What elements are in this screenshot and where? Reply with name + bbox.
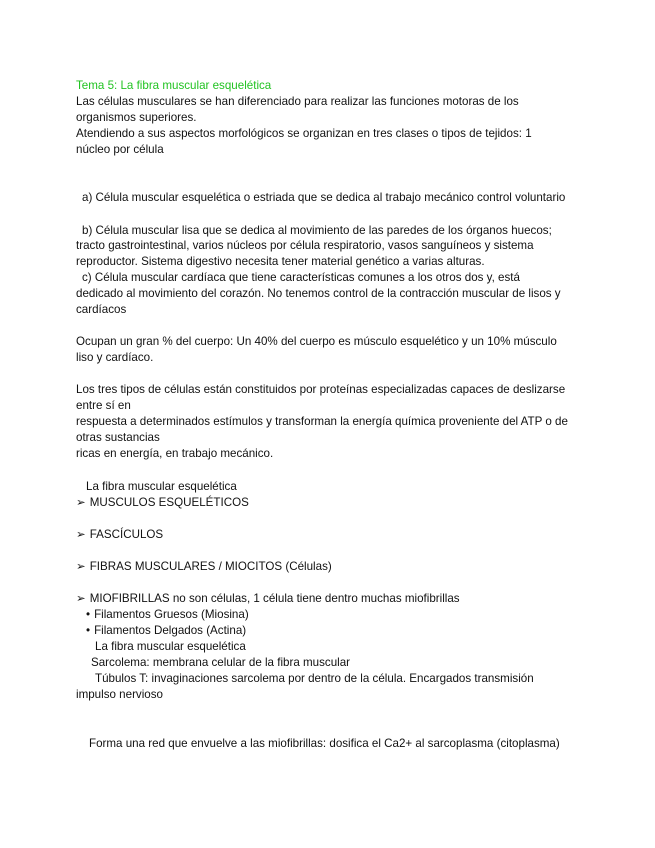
arrow-bullet-icon: ➢ (76, 528, 86, 541)
item-a: a) Célula muscular esquelética o estriada que se dedica al trabajo mecánico control voluntario (82, 191, 566, 204)
proteins-line-3: respuesta a determinados estímulos y transforman la energía química proveniente del ATP o de (76, 415, 568, 428)
arrow-item-miofibrillas (76, 592, 460, 606)
arrow-item-label: FASCÍCULOS (89, 528, 164, 541)
item-c-line-1: c) Célula muscular cardíaca que tiene características comunes a los otros dos y, está (82, 271, 520, 284)
arrow-bullet-icon: ➢ (76, 496, 86, 509)
percent-line-1: Ocupan un gran % del cuerpo: Un 40% del cuerpo es músculo esquelético y un 10% músculo (76, 335, 557, 348)
item-b-line-1: b) Célula muscular lisa que se dedica al movimiento de las paredes de los órganos huecos; (82, 224, 552, 237)
red-line: Forma una red que envuelve a las miofibrillas: dosifica el Ca2+ al sarcoplasma (citoplasma) (89, 737, 560, 750)
bullet-item-delgados (86, 624, 246, 638)
bullet-dot-icon: • (86, 608, 91, 621)
bullet-item-label: Filamentos Gruesos (Miosina) (94, 608, 249, 621)
doc-title: Tema 5: La fibra muscular esquelética (76, 79, 272, 92)
item-c-line-2: dedicado al movimiento del corazón. No tenemos control de la contracción muscular de lisos y (76, 287, 561, 300)
arrow-item-label: MIOFIBRILLAS no son células, 1 célula tiene dentro muchas miofibrillas (89, 592, 460, 605)
proteins-line-1: Los tres tipos de células están constituidos por proteínas especializadas capaces de deslizarse (76, 383, 566, 396)
arrow-item-musculos (76, 496, 249, 510)
item-b-line-3: reproductor. Sistema digestivo necesita tener material genético a varias alturas. (76, 255, 485, 268)
bullet-dot-icon: • (86, 624, 91, 637)
tubulos-line-2: impulso nervioso (76, 688, 163, 701)
proteins-line-4: otras sustancias (76, 431, 160, 444)
intro-line-1: Las células musculares se han diferenciado para realizar las funciones motoras de los (76, 95, 519, 108)
arrow-bullet-icon: ➢ (76, 560, 86, 573)
tubulos-line-1: Túbulos T: invaginaciones sarcolema por dentro de la célula. Encargados transmisión (95, 672, 534, 685)
fibra-heading-2: La fibra muscular esquelética (95, 640, 246, 653)
arrow-item-label: FIBRAS MUSCULARES / MIOCITOS (Células) (89, 560, 332, 573)
fibra-heading: La fibra muscular esquelética (86, 480, 237, 493)
arrow-item-label: MUSCULOS ESQUELÉTICOS (89, 496, 249, 509)
arrow-bullet-icon: ➢ (76, 592, 86, 605)
intro-line-3: Atendiendo a sus aspectos morfológicos se organizan en tres clases o tipos de tejidos: 1 (76, 127, 532, 140)
intro-line-4: núcleo por célula (76, 143, 164, 156)
arrow-item-fibras (76, 560, 332, 574)
arrow-item-fasciculos (76, 528, 163, 542)
bullet-item-label: Filamentos Delgados (Actina) (94, 624, 247, 637)
bullet-item-gruesos (86, 608, 249, 622)
proteins-line-5: ricas en energía, en trabajo mecánico. (76, 447, 274, 460)
item-b-line-2: tracto gastrointestinal, varios núcleos por célula respiratorio, vasos sanguíneos y sistema (76, 239, 534, 252)
sarcolema-line: Sarcolema: membrana celular de la fibra muscular (91, 656, 351, 669)
proteins-line-2: entre sí en (76, 399, 131, 412)
percent-line-2: liso y cardíaco. (76, 351, 154, 364)
item-c-line-3: cardíacos (76, 303, 127, 316)
intro-line-2: organismos superiores. (76, 111, 197, 124)
